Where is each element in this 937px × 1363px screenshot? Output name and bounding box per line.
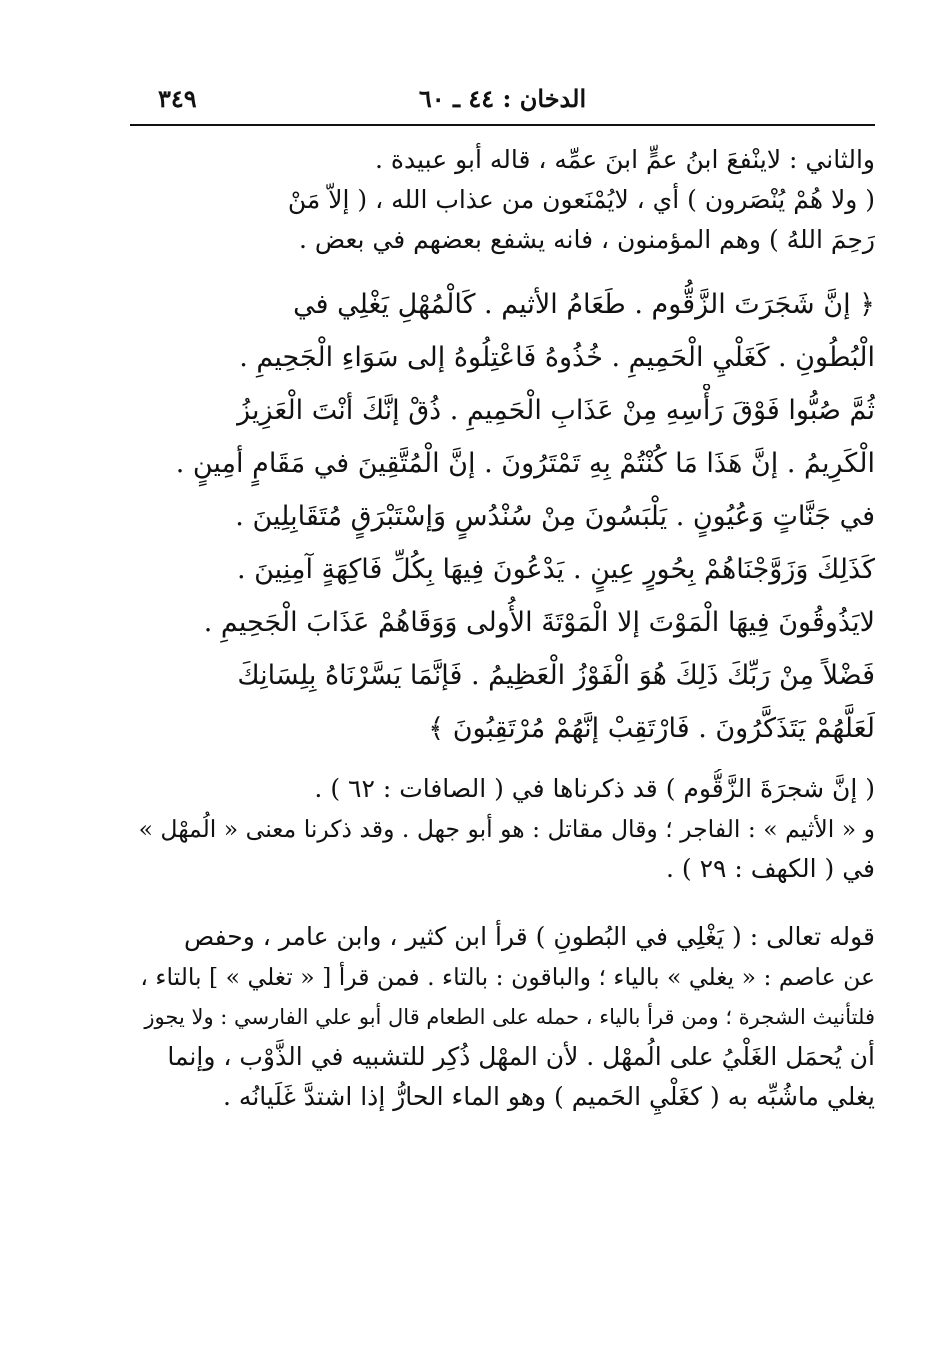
verse-line: لايَذُوقُونَ فِيهَا الْمَوْتَ إلا الْمَوْتَةَ الأُولى وَوَقَاهُمْ عَذَابَ الْجَحِيمِ .	[203, 607, 875, 638]
verse-line: كَذَلِكَ وَزَوَّجْنَاهُمْ بِحُورٍ عِينٍ . يَدْعُونَ فِيهَا بِكُلِّ فَاكِهَةٍ آمِنِينَ .	[236, 554, 875, 585]
intro-paragraph	[130, 140, 875, 260]
verse-line: ثُمَّ صُبُّوا فَوْقَ رَأْسِهِ مِنْ عَذَابِ الْحَمِيمِ . ذُقْ إنَّكَ أنْتَ الْعَزِيزُ	[237, 395, 875, 426]
text-line: عن عاصم : « يغلي » بالياء ؛ والباقون : بالتاء . فمن قرأ [ « تغلي » ] بالتاء ،	[140, 963, 875, 991]
paragraph-gap	[130, 889, 875, 917]
text-line: و « الأثيم » : الفاجر ؛ وقال مقاتل : هو أبو جهل . وقد ذكرنا معنى « الُمهْل »	[138, 815, 875, 843]
verse-line: فَضْلاً مِنْ رَبِّكَ ذَلِكَ هُوَ الْفَوْزُ الْعَظِيمُ . فَإنَّمَا يَسَّرْنَاهُ بِلِسَانِكَ	[237, 660, 875, 691]
text-line: ( إنَّ شجرَةَ الزَّقُّوم ) قد ذكرناها في ( الصافات : ٦٢ ) .	[314, 774, 875, 803]
text-line: أن يُحمَل الغَلْيُ على الُمهْل . لأن المهْل ذُكِر للتشبيه في الذَّوْب ، وإنما	[167, 1042, 875, 1071]
page-number: ٣٤٩	[158, 84, 197, 113]
verse-line: الْبُطُونِ . كَغَلْيِ الْحَمِيمِ . خُذُوهُ فَاعْتِلُوهُ إلى سَوَاءِ الْجَحِيمِ .	[239, 342, 875, 373]
running-title: الدخان : ٤٤ ـ ٦٠	[418, 84, 587, 113]
text-line: رَحِمَ اللهُ ) وهم المؤمنون ، فانه يشفع بعضهم في بعض .	[298, 225, 875, 254]
quran-verses	[130, 278, 875, 755]
header-rule	[130, 124, 875, 126]
commentary-paragraph-2	[130, 917, 875, 1117]
text-line: يغلي ماشُبِّه به ( كغَلْيِ الحَميم ) وهو الماء الحارُّ إذا اشتدَّ غَلَيانُه .	[223, 1082, 875, 1111]
text-line: قوله تعالى : ( يَغْلِي في البُطونِ ) قرأ ابن كثير ، وابن عامر ، وحفص	[184, 922, 875, 951]
page-header	[130, 84, 875, 120]
verse-line: لَعَلَّهُمْ يَتَذَكَّرُونَ . فَارْتَقِبْ إنَّهُمْ مُرْتَقِبُونَ ﴾	[428, 713, 875, 744]
text-line: ( ولا هُمْ يُنْصَرون ) أي ، لايُمْنَعون من عذاب الله ، ( إلاّ مَنْ	[287, 185, 875, 214]
commentary-paragraph-1	[130, 769, 875, 889]
verse-line: في جَنَّاتٍ وَعُيُونٍ . يَلْبَسُونَ مِنْ سُنْدُسٍ وَإسْتَبْرَقٍ مُتَقَابِلِينَ .	[235, 501, 875, 532]
text-line: والثاني : لاينْفعَ ابنُ عمٍّ ابنَ عمِّه ، قاله أبو عبيدة .	[375, 145, 875, 174]
text-line: في ( الكهف : ٢٩ ) .	[666, 854, 875, 883]
page-body	[130, 140, 875, 1117]
verse-line: ﴿ إنَّ شَجَرَتَ الزَّقُّوم . طَعَامُ الأثيم . كَالْمُهْلِ يَغْلِي في	[293, 289, 875, 320]
verse-line: الْكَرِيمُ . إنَّ هَذَا مَا كُنْتُمْ بِهِ تَمْتَرُونَ . إنَّ الْمُتَّقِينَ في مَقَامٍ أمِينٍ .	[175, 448, 875, 479]
text-line: فلتأنيث الشجرة ؛ ومن قرأ بالياء ، حمله على الطعام قال أبو علي الفارسي : ولا يجوز	[144, 1005, 875, 1029]
